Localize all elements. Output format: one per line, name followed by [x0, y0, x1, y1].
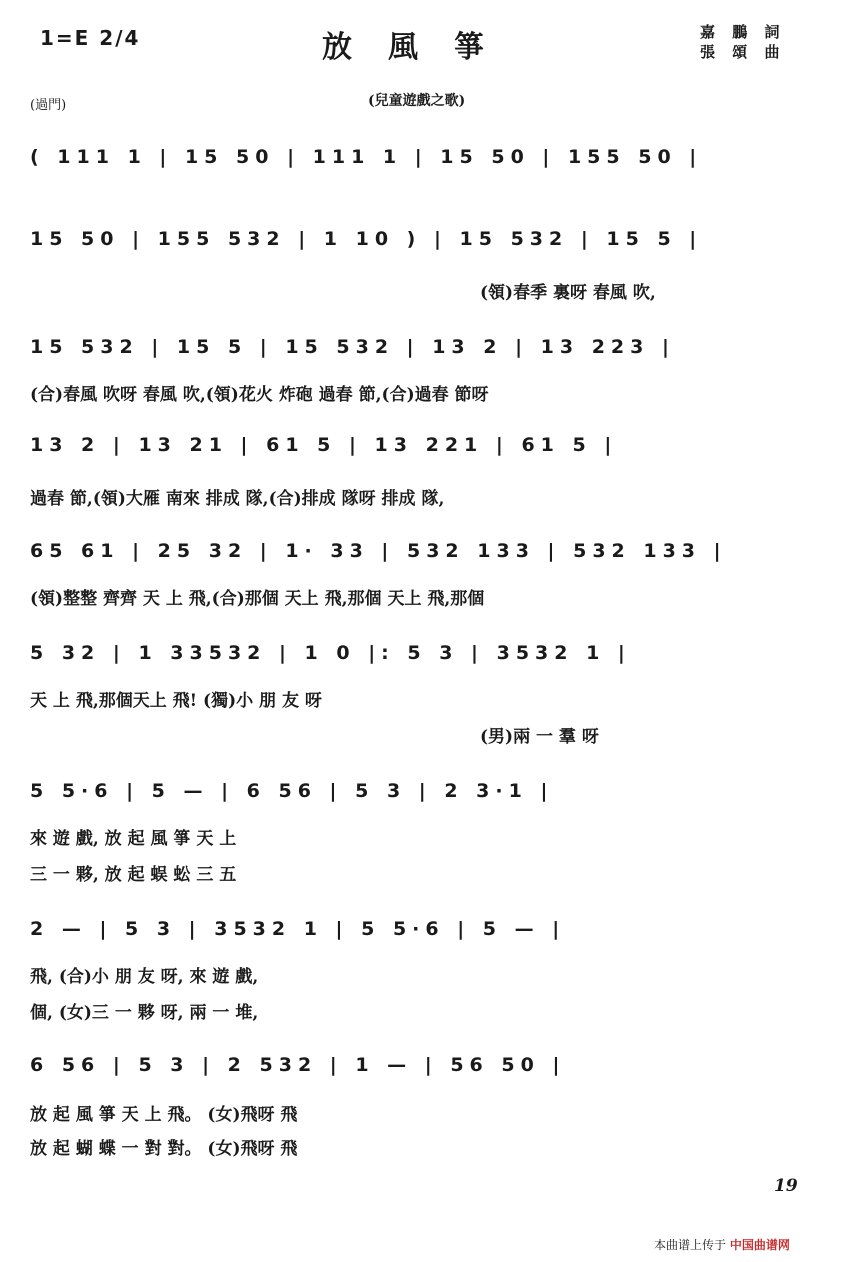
- credits: [700, 22, 785, 62]
- composer: 張 頌 曲: [700, 43, 786, 61]
- lyric-text: 放 起 蝴 蝶 一 對 對。 (女)飛呀 飛: [30, 1139, 298, 1159]
- notation-line: 6 56 | 5 3 | 2 532 | 1 — | 56 50 |: [30, 1054, 566, 1076]
- subtitle: (兒童遊戲之歌): [368, 93, 466, 109]
- lyric-text: (領)整整 齊齊 天 上 飛,(合)那個 天上 飛,那個 天上 飛,那個: [30, 589, 485, 609]
- notation-line: 5 5·6 | 5 — | 6 56 | 5 3 | 2 3·1 |: [30, 780, 554, 802]
- score-row-2: [30, 222, 830, 258]
- lyric-text: 過春 節,(領)大雁 南來 排成 隊,(合)排成 隊呀 排成 隊,: [30, 489, 445, 509]
- footer: [654, 1236, 790, 1253]
- notation-line: 15 532 | 15 5 | 15 532 | 13 2 | 13 223 |: [30, 336, 675, 358]
- score-row-4: [30, 428, 830, 464]
- page-title: 放風箏: [322, 30, 520, 65]
- score-row-5: [30, 534, 830, 570]
- score-row-9: [30, 1048, 830, 1084]
- score-row-1: [30, 140, 830, 176]
- section-tag: (過門): [30, 98, 67, 113]
- lyricist: 嘉 鵬 詞: [700, 23, 786, 41]
- lyric-text: 來 遊 戲, 放 起 風 箏 天 上: [30, 829, 237, 849]
- page-number: 19: [774, 1176, 798, 1196]
- lyric-text: 天 上 飛,那個天上 飛! (獨)小 朋 友 呀: [30, 691, 322, 711]
- footer-prefix: 本曲谱上传于: [654, 1238, 727, 1252]
- lyric-text: (領)春季 裏呀 春風 吹,: [480, 283, 656, 303]
- key-signature: 1=E 2/4: [40, 26, 141, 50]
- notation-line: 2 — | 5 3 | 3532 1 | 5 5·6 | 5 — |: [30, 918, 566, 940]
- lyric-text: 三 一 夥, 放 起 蜈 蚣 三 五: [30, 865, 237, 885]
- notation-line: 13 2 | 13 21 | 61 5 | 13 221 | 61 5 |: [30, 434, 618, 456]
- score-row-6: [30, 636, 830, 672]
- lyric-text: 個, (女)三 一 夥 呀, 兩 一 堆,: [30, 1003, 259, 1023]
- score-row-7: [30, 774, 830, 810]
- lyric-text: (合)春風 吹呀 春風 吹,(領)花火 炸砲 過春 節,(合)過春 節呀: [30, 385, 489, 405]
- notation-line: 65 61 | 25 32 | 1· 33 | 532 133 | 532 133 |: [30, 540, 727, 562]
- score-row-3: [30, 330, 830, 366]
- notation-line: ( 111 1 | 15 50 | 111 1 | 15 50 | 155 50 |: [30, 146, 703, 168]
- notation-line: 5 32 | 1 33532 | 1 0 |: 5 3 | 3532 1 |: [30, 642, 631, 664]
- lyric-text: 飛, (合)小 朋 友 呀, 來 遊 戲,: [30, 967, 259, 987]
- lyric-text: 放 起 風 箏 天 上 飛。 (女)飛呀 飛: [30, 1105, 298, 1125]
- score-row-8: [30, 912, 830, 948]
- lyric-text: (男)兩 一 羣 呀: [480, 727, 599, 747]
- notation-line: 15 50 | 155 532 | 1 10 ) | 15 532 | 15 5 |: [30, 228, 703, 250]
- footer-site-logo[interactable]: 中国曲谱网: [729, 1238, 790, 1252]
